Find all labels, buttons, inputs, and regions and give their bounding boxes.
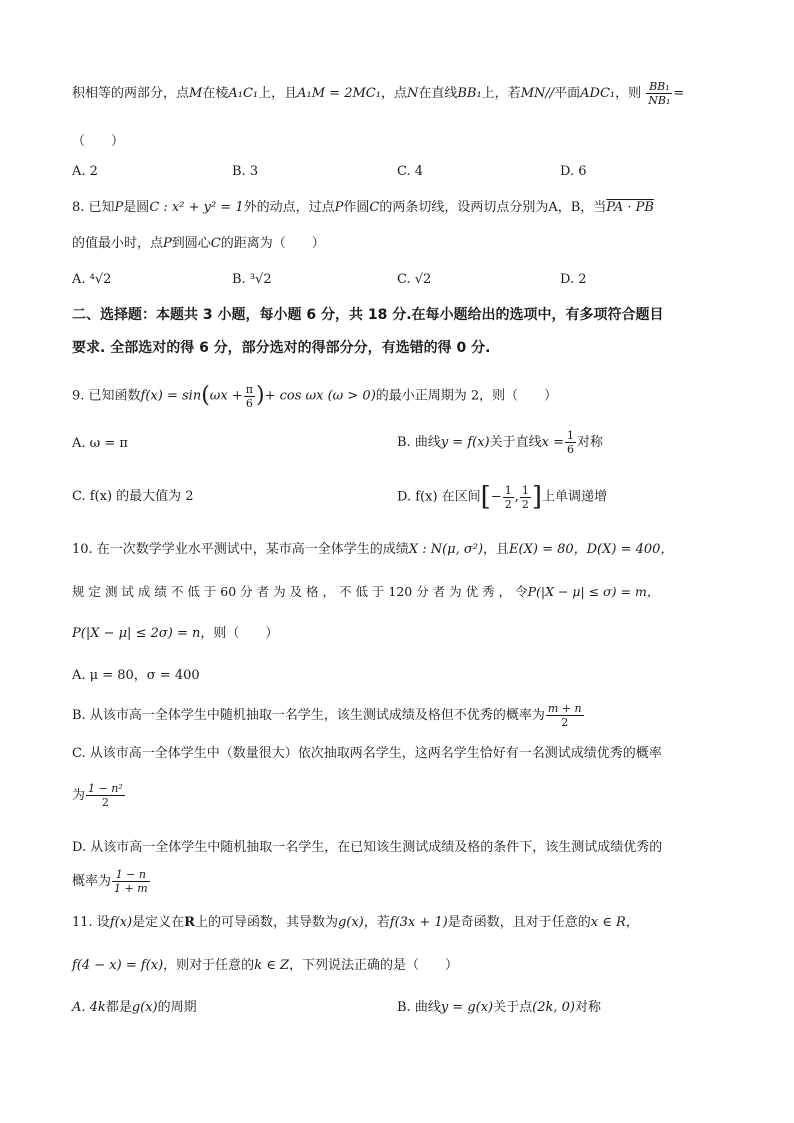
q7-text: 上，且 bbox=[258, 86, 298, 101]
q10-frac-den: 1 + m bbox=[114, 882, 148, 895]
q9-frac-den: 6 bbox=[567, 443, 574, 456]
q10-frac-den: 2 bbox=[101, 796, 109, 809]
q10-option-b bbox=[72, 702, 585, 729]
q11-line1 bbox=[72, 913, 639, 933]
q9-math: f(x) = sin bbox=[140, 388, 202, 404]
q8-option-a: A. ⁴√2 bbox=[72, 272, 112, 287]
q10-frac-num: 1 − n bbox=[115, 868, 146, 881]
q9-option-d: D. f(x) 在区间[− $\frac{1}{2}$ , $\frac{1}{2}$ ]上单调递增 bbox=[397, 482, 608, 512]
q7-text: 上，若 bbox=[481, 86, 521, 101]
q8-math: P bbox=[334, 200, 344, 215]
q9-option-a: A. ω = π bbox=[72, 436, 128, 451]
q11-math: A. 4k bbox=[72, 1000, 106, 1015]
q9-math: − bbox=[490, 489, 502, 505]
q7-text: 在直线 bbox=[418, 86, 458, 101]
q10-b-fraction bbox=[546, 702, 584, 729]
q8-text: 的距离为（ ） bbox=[220, 236, 325, 251]
q8-text: 8. 已知 bbox=[72, 200, 115, 215]
q9-math: x = bbox=[541, 435, 564, 450]
q11-text: 是定义在 bbox=[132, 915, 185, 930]
q9-option-b bbox=[397, 428, 603, 458]
q7-math: A₁C₁ bbox=[228, 86, 259, 101]
q11-text: 都是 bbox=[105, 1000, 132, 1015]
q11-math: x ∈ R， bbox=[590, 915, 639, 930]
q10-option-a: A. μ = 80，σ = 400 bbox=[72, 668, 200, 683]
q11-text: 对称 bbox=[574, 1000, 601, 1015]
q7-eq: = bbox=[673, 86, 685, 101]
q11-text: 是奇函数，且对于任意的 bbox=[447, 915, 591, 930]
q9-math: , bbox=[514, 489, 519, 505]
q11-math: f(4 − x) = f(x) bbox=[72, 958, 164, 973]
q7-fraction bbox=[646, 80, 672, 107]
q7-math: M bbox=[189, 86, 203, 101]
q7-option-b: B. 3 bbox=[232, 164, 259, 179]
q11-option-b bbox=[397, 998, 601, 1018]
q7-text: ，点 bbox=[380, 86, 407, 101]
q10-line3 bbox=[72, 624, 278, 644]
q7-math: BB₁ bbox=[457, 86, 482, 101]
q7-text: ，则 bbox=[615, 86, 642, 101]
q8-math: C : x² + y² = 1 bbox=[149, 200, 244, 215]
section-heading-line2: 要求. 全部选对的得 6 分，部分选对的得部分分，有选错的得 0 分. bbox=[72, 340, 491, 356]
q11-math: (2k, 0) bbox=[532, 1000, 575, 1015]
q8-text: 外的动点，过点 bbox=[243, 200, 335, 215]
q9-math: + cos ωx (ω > 0) bbox=[264, 388, 376, 404]
q8-text: 到圆心 bbox=[171, 236, 211, 251]
q9-d-fraction2 bbox=[520, 484, 531, 511]
q11-text: ，则对于任意的 bbox=[163, 958, 255, 973]
q10-d-fraction bbox=[112, 868, 150, 895]
q8-text: 是圆 bbox=[123, 200, 150, 215]
q11-math: g(x) bbox=[337, 915, 364, 930]
q7-math: A₁M = 2MC₁ bbox=[297, 86, 381, 101]
q10-math: E(X) = 80，D(X) = 400， bbox=[509, 542, 674, 557]
q9-text: 上单调递增 bbox=[542, 489, 608, 505]
q9-frac-num: 1 bbox=[521, 483, 529, 497]
q10-option-c-line2 bbox=[72, 782, 126, 809]
q11-text: 关于点 bbox=[493, 1000, 533, 1015]
q10-frac-num: m + n bbox=[547, 702, 582, 715]
q9-frac-num: π bbox=[245, 382, 253, 396]
q9-fraction bbox=[244, 383, 255, 410]
q11-math: f(3x + 1) bbox=[389, 915, 448, 930]
q9-text: 的最小正周期为 2，则（ ） bbox=[375, 388, 558, 404]
q8-option-d: D. 2 bbox=[560, 272, 587, 287]
q11-text: 11. 设 bbox=[72, 915, 110, 930]
q11-math: g(x) bbox=[131, 1000, 158, 1015]
q11-text: B. 曲线 bbox=[397, 1000, 441, 1015]
q9-option-c: C. f(x) 的最大值为 2 bbox=[72, 489, 194, 504]
q11-math: f(x) bbox=[109, 915, 133, 930]
section-heading-line1: 二、选择题：本题共 3 小题，每小题 6 分，共 18 分.在每小题给出的选项中，有多项符合题目 bbox=[72, 307, 664, 323]
q7-math: ADC₁ bbox=[580, 86, 616, 101]
q10-option-d-line1: D. 从该市高一全体学生中随机抽取一名学生，在已知该生测试成绩及格的条件下，该生测试成绩优秀的 bbox=[72, 840, 663, 855]
q9-frac-den: 2 bbox=[504, 497, 512, 511]
q7-frac-den: NB₁ bbox=[648, 94, 671, 107]
q9-frac-den: 6 bbox=[245, 396, 253, 410]
q8-text: 的两条切线，设两切点分别为A，B，当 bbox=[379, 200, 607, 215]
q8-math: PA · PB bbox=[606, 200, 654, 215]
q9-b-fraction bbox=[565, 429, 576, 456]
q10-math: P(|X − μ| ≤ 2σ) = n bbox=[72, 626, 201, 641]
q10-text: 为 bbox=[72, 788, 86, 803]
q8-option-b: B. ³√2 bbox=[232, 272, 272, 287]
q7-text: 在棱 bbox=[202, 86, 229, 101]
q11-line2 bbox=[72, 956, 458, 976]
q10-line2 bbox=[72, 582, 659, 602]
q10-line1 bbox=[72, 540, 673, 560]
q8-line2 bbox=[72, 234, 325, 254]
q10-text: 规 定 测 试 成 绩 不 低 于 60 分 者 为 及 格 ， 不 低 于 120 分 者 为 优 秀 ， 令 bbox=[72, 584, 528, 599]
q8-math: C bbox=[210, 236, 221, 251]
q10-c-fraction bbox=[86, 782, 125, 809]
q7-text: 平面 bbox=[554, 86, 581, 101]
q9-frac-den: 2 bbox=[521, 497, 529, 511]
q10-option-d-line2 bbox=[72, 868, 151, 895]
q11-text: 上的可导函数，其导数为 bbox=[194, 915, 338, 930]
q8-text: 作圆 bbox=[343, 200, 370, 215]
q10-text: ，且 bbox=[483, 542, 510, 557]
q10-text: 10. 在一次数学学业水平测试中，某市高一全体学生的成绩 bbox=[72, 542, 409, 557]
q11-text: ，下列说法正确的是（ ） bbox=[289, 958, 459, 973]
q8-option-c: C. √2 bbox=[397, 272, 432, 287]
q10-math: X : N(μ, σ²) bbox=[408, 542, 484, 557]
q8-math: P bbox=[163, 236, 172, 251]
q11-text: 的周期 bbox=[157, 1000, 197, 1015]
q7-math: MN// bbox=[520, 86, 555, 101]
q7-option-a: A. 2 bbox=[72, 164, 98, 179]
q10-math: P(|X − μ| ≤ σ) = m， bbox=[527, 584, 660, 599]
q7-text: 积相等的两部分，点 bbox=[72, 86, 190, 101]
q7-paren: （ ） bbox=[72, 134, 125, 149]
q9-text: 9. 已知函数 bbox=[72, 388, 141, 404]
q7-option-c: C. 4 bbox=[397, 164, 424, 179]
q7-line1 bbox=[72, 80, 684, 107]
q8-text: 的值最小时，点 bbox=[72, 236, 164, 251]
q10-text: ，则（ ） bbox=[200, 626, 279, 641]
q11-math: y = g(x) bbox=[440, 1000, 494, 1015]
q10-text: B. 从该市高一全体学生中随机抽取一名学生，该生测试成绩及格但不优秀的概率为 bbox=[72, 708, 545, 723]
q8-line1 bbox=[72, 198, 654, 218]
q10-frac-num: 1 − n² bbox=[88, 782, 123, 795]
q10-frac-den: 2 bbox=[561, 716, 569, 729]
q9-math: ωx + bbox=[209, 388, 243, 404]
q9-d-fraction1 bbox=[503, 484, 514, 511]
q9-text: B. 曲线 bbox=[397, 435, 441, 450]
q9-text: D. f(x) 在区间 bbox=[397, 489, 481, 505]
q9-math: y = f(x) bbox=[440, 435, 490, 450]
q11-option-a bbox=[72, 998, 197, 1018]
q7-frac-num: BB₁ bbox=[649, 80, 670, 93]
q8-math: P bbox=[114, 200, 124, 215]
q9-frac-num: 1 bbox=[567, 429, 574, 442]
q11-text: ，若 bbox=[363, 915, 390, 930]
q9-text: 关于直线 bbox=[489, 435, 542, 450]
q7-math: N bbox=[406, 86, 419, 101]
q11-math: k ∈ Z bbox=[254, 958, 289, 973]
q10-option-c-line1: C. 从该市高一全体学生中（数量很大）依次抽取两名学生，这两名学生恰好有一名测试成绩优秀的概率 bbox=[72, 746, 662, 761]
q8-math: C bbox=[369, 200, 380, 215]
q10-text: 概率为 bbox=[72, 874, 112, 889]
q7-option-d: D. 6 bbox=[560, 164, 587, 179]
q9-text: 对称 bbox=[577, 435, 604, 450]
q9-frac-num: 1 bbox=[504, 483, 512, 497]
q9-stem: 9. 已知函数f(x) = sin(ωx + $\frac{\pi}{6}$ )+ cos ωx (ω > 0)的最小正周期为 2，则（ ） bbox=[72, 382, 558, 410]
q11-math: R bbox=[184, 915, 195, 930]
